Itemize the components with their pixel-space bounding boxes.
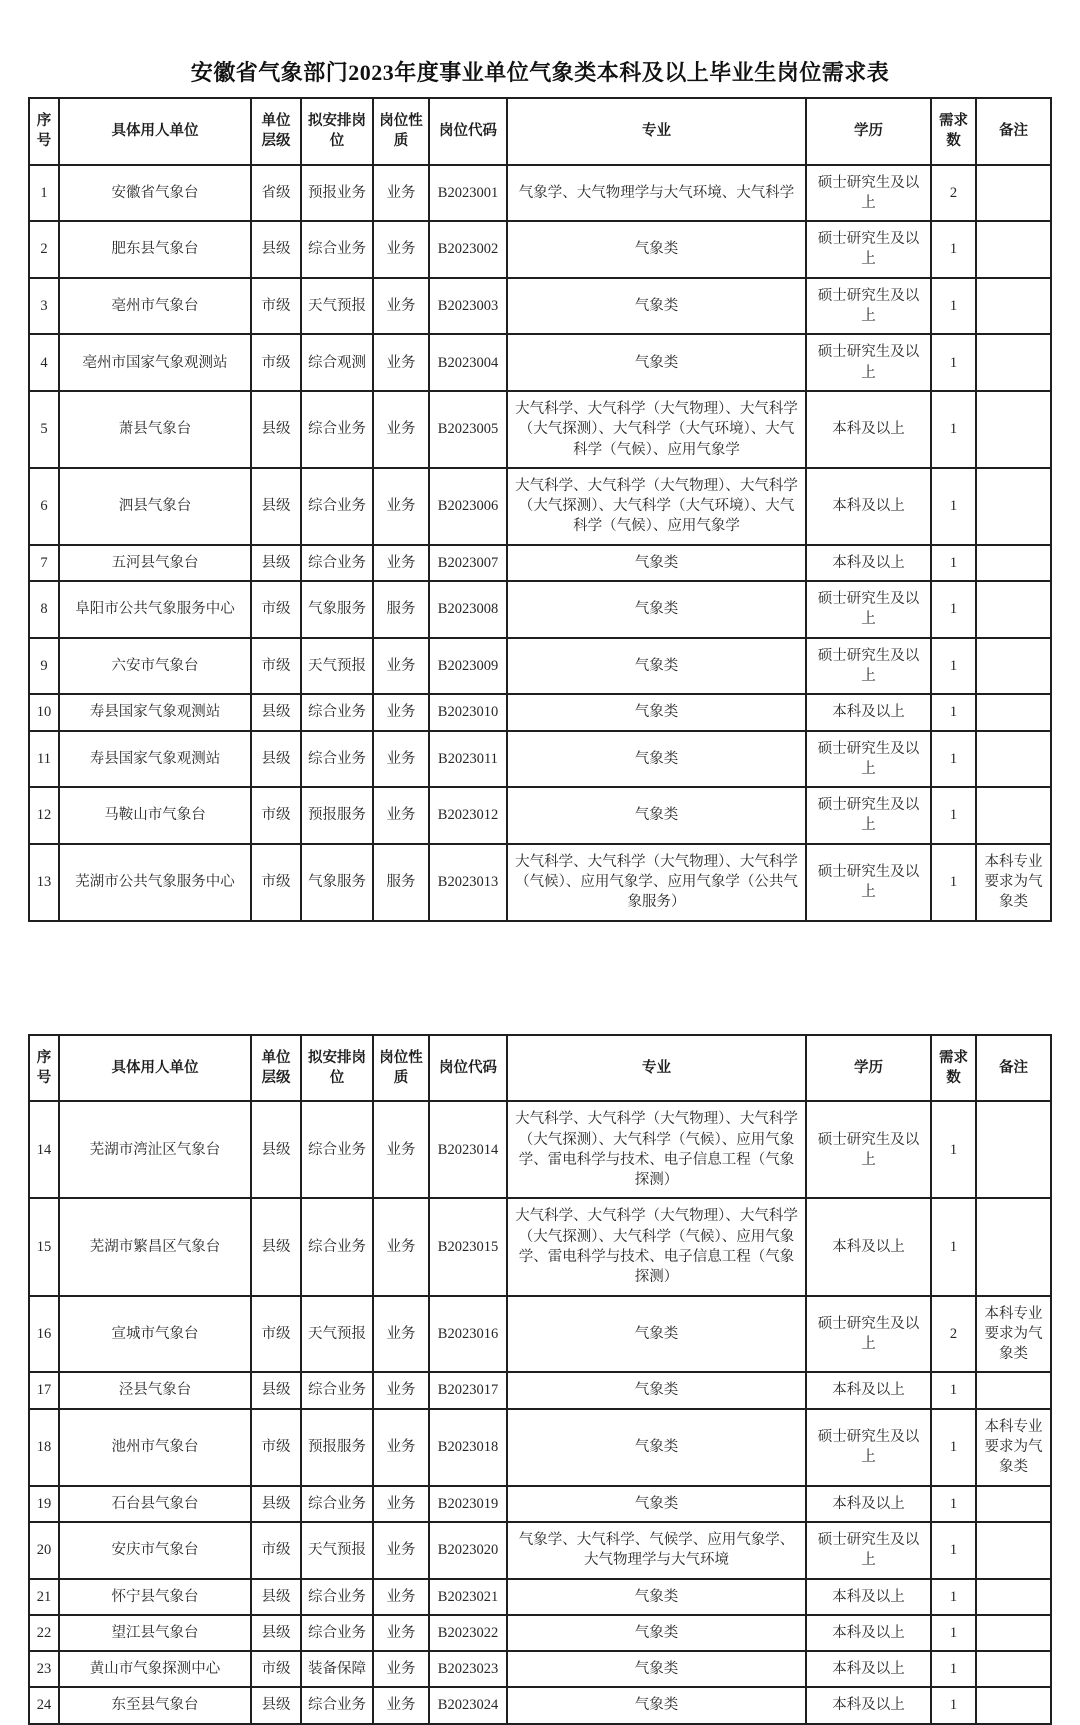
cell-demand-count: 1 [931, 1486, 976, 1522]
table-row [29, 221, 1051, 278]
cell-education: 本科及以上 [806, 694, 931, 730]
cell-education: 本科及以上 [806, 391, 931, 468]
cell-seq: 14 [29, 1101, 59, 1198]
cell-major: 大气科学、大气科学（大气物理）、大气科学（气候）、应用气象学、应用气象学（公共气象服务） [507, 844, 806, 921]
cell-seq: 10 [29, 694, 59, 730]
cell-seq: 16 [29, 1296, 59, 1373]
cell-position-type: 业务 [373, 165, 429, 222]
cell-remarks [976, 334, 1051, 391]
cell-position-code: B2023017 [429, 1372, 507, 1408]
cell-education: 本科及以上 [806, 1687, 931, 1723]
cell-employer: 芜湖市湾沚区气象台 [59, 1101, 251, 1198]
cell-employer: 安庆市气象台 [59, 1522, 251, 1579]
cell-education: 硕士研究生及以上 [806, 165, 931, 222]
cell-remarks [976, 1198, 1051, 1295]
cell-remarks [976, 221, 1051, 278]
cell-position: 综合业务 [301, 694, 373, 730]
cell-position-code: B2023007 [429, 545, 507, 581]
cell-education: 本科及以上 [806, 1579, 931, 1615]
cell-seq: 24 [29, 1687, 59, 1723]
cell-position-code: B2023019 [429, 1486, 507, 1522]
cell-major: 气象类 [507, 545, 806, 581]
table-row [29, 1579, 1051, 1615]
cell-employer: 泾县气象台 [59, 1372, 251, 1408]
cell-demand-count: 1 [931, 787, 976, 844]
cell-unit-level: 市级 [251, 787, 301, 844]
cell-employer: 石台县气象台 [59, 1486, 251, 1522]
table-row [29, 278, 1051, 335]
cell-position-type: 业务 [373, 468, 429, 545]
cell-position-type: 业务 [373, 1687, 429, 1723]
cell-remarks [976, 694, 1051, 730]
cell-remarks [976, 581, 1051, 638]
cell-position: 综合业务 [301, 731, 373, 788]
cell-education: 硕士研究生及以上 [806, 787, 931, 844]
cell-demand-count: 1 [931, 1198, 976, 1295]
cell-position-type: 业务 [373, 1101, 429, 1198]
cell-major: 气象类 [507, 1687, 806, 1723]
cell-position-code: B2023022 [429, 1615, 507, 1651]
table-row [29, 1486, 1051, 1522]
table-row [29, 1296, 1051, 1373]
cell-demand-count: 1 [931, 1101, 976, 1198]
cell-employer: 马鞍山市气象台 [59, 787, 251, 844]
cell-position-code: B2023018 [429, 1409, 507, 1486]
cell-major: 大气科学、大气科学（大气物理）、大气科学（大气探测）、大气科学（大气环境）、大气科学（气候）、应用气象学 [507, 391, 806, 468]
cell-seq: 15 [29, 1198, 59, 1295]
cell-unit-level: 县级 [251, 1615, 301, 1651]
cell-position-code: B2023001 [429, 165, 507, 222]
cell-remarks [976, 638, 1051, 695]
cell-remarks [976, 468, 1051, 545]
cell-remarks: 本科专业要求为气象类 [976, 1296, 1051, 1373]
cell-education: 硕士研究生及以上 [806, 581, 931, 638]
cell-unit-level: 县级 [251, 1198, 301, 1295]
cell-major: 大气科学、大气科学（大气物理）、大气科学（大气探测）、大气科学（气候）、应用气象学、雷电科学与技术、电子信息工程（气象探测） [507, 1101, 806, 1198]
cell-unit-level: 县级 [251, 221, 301, 278]
cell-position: 综合业务 [301, 1372, 373, 1408]
cell-education: 硕士研究生及以上 [806, 1522, 931, 1579]
cell-employer: 芜湖市公共气象服务中心 [59, 844, 251, 921]
table-row [29, 468, 1051, 545]
cell-position: 天气预报 [301, 1296, 373, 1373]
col-header-remarks: 备注 [976, 98, 1051, 165]
cell-unit-level: 市级 [251, 334, 301, 391]
cell-demand-count: 2 [931, 165, 976, 222]
cell-unit-level: 县级 [251, 391, 301, 468]
cell-position-code: B2023016 [429, 1296, 507, 1373]
cell-seq: 20 [29, 1522, 59, 1579]
table-row [29, 1198, 1051, 1295]
table-row [29, 844, 1051, 921]
cell-demand-count: 1 [931, 468, 976, 545]
cell-major: 气象学、大气物理学与大气环境、大气科学 [507, 165, 806, 222]
cell-major: 大气科学、大气科学（大气物理）、大气科学（大气探测）、大气科学（气候）、应用气象学、雷电科学与技术、电子信息工程（气象探测） [507, 1198, 806, 1295]
cell-employer: 亳州市国家气象观测站 [59, 334, 251, 391]
cell-employer: 萧县气象台 [59, 391, 251, 468]
cell-position-code: B2023002 [429, 221, 507, 278]
cell-demand-count: 1 [931, 694, 976, 730]
cell-seq: 17 [29, 1372, 59, 1408]
cell-major: 气象类 [507, 1409, 806, 1486]
cell-education: 硕士研究生及以上 [806, 221, 931, 278]
cell-education: 硕士研究生及以上 [806, 1409, 931, 1486]
table-row [29, 694, 1051, 730]
cell-position-type: 业务 [373, 1579, 429, 1615]
table-row [29, 581, 1051, 638]
cell-seq: 4 [29, 334, 59, 391]
cell-education: 硕士研究生及以上 [806, 638, 931, 695]
cell-demand-count: 1 [931, 731, 976, 788]
col-header-education: 学历 [806, 98, 931, 165]
cell-unit-level: 县级 [251, 1579, 301, 1615]
cell-position-type: 业务 [373, 1372, 429, 1408]
cell-employer: 阜阳市公共气象服务中心 [59, 581, 251, 638]
cell-position: 天气预报 [301, 638, 373, 695]
col-header-education: 学历 [806, 1035, 931, 1102]
cell-major: 气象类 [507, 1372, 806, 1408]
cell-employer: 望江县气象台 [59, 1615, 251, 1651]
col-header-demand-count: 需求数 [931, 1035, 976, 1102]
table-row [29, 1409, 1051, 1486]
document-page [0, 56, 1080, 1714]
col-header-seq: 序号 [29, 98, 59, 165]
cell-major: 气象类 [507, 731, 806, 788]
table-row [29, 545, 1051, 581]
col-header-position-code: 岗位代码 [429, 98, 507, 165]
cell-education: 硕士研究生及以上 [806, 731, 931, 788]
col-header-employer: 具体用人单位 [59, 1035, 251, 1102]
cell-position: 气象服务 [301, 844, 373, 921]
cell-position-type: 业务 [373, 545, 429, 581]
cell-demand-count: 1 [931, 638, 976, 695]
cell-education: 硕士研究生及以上 [806, 1101, 931, 1198]
cell-position: 综合业务 [301, 221, 373, 278]
table-row [29, 1651, 1051, 1687]
cell-education: 本科及以上 [806, 1198, 931, 1295]
cell-major: 气象类 [507, 638, 806, 695]
table-header-row [29, 98, 1051, 165]
cell-employer: 肥东县气象台 [59, 221, 251, 278]
cell-major: 大气科学、大气科学（大气物理）、大气科学（大气探测）、大气科学（大气环境）、大气科学（气候）、应用气象学 [507, 468, 806, 545]
cell-position-code: B2023005 [429, 391, 507, 468]
cell-remarks [976, 731, 1051, 788]
cell-remarks [976, 1651, 1051, 1687]
cell-remarks [976, 1522, 1051, 1579]
table-row [29, 731, 1051, 788]
cell-position-code: B2023010 [429, 694, 507, 730]
cell-seq: 18 [29, 1409, 59, 1486]
job-demand-table-2 [28, 1034, 1052, 1725]
job-demand-table-1 [28, 97, 1052, 922]
table-row [29, 638, 1051, 695]
cell-major: 气象类 [507, 1579, 806, 1615]
cell-unit-level: 市级 [251, 638, 301, 695]
cell-position-code: B2023004 [429, 334, 507, 391]
cell-position-type: 服务 [373, 844, 429, 921]
cell-position-code: B2023020 [429, 1522, 507, 1579]
cell-education: 本科及以上 [806, 545, 931, 581]
cell-position: 综合观测 [301, 334, 373, 391]
cell-position-type: 服务 [373, 581, 429, 638]
cell-employer: 亳州市气象台 [59, 278, 251, 335]
cell-position: 综合业务 [301, 1486, 373, 1522]
table-row [29, 1615, 1051, 1651]
col-header-unit-level: 单位层级 [251, 98, 301, 165]
cell-position-code: B2023009 [429, 638, 507, 695]
cell-employer: 寿县国家气象观测站 [59, 694, 251, 730]
cell-position-code: B2023023 [429, 1651, 507, 1687]
col-header-employer: 具体用人单位 [59, 98, 251, 165]
cell-demand-count: 1 [931, 1615, 976, 1651]
cell-major: 气象类 [507, 278, 806, 335]
cell-position-type: 业务 [373, 694, 429, 730]
cell-demand-count: 1 [931, 581, 976, 638]
cell-unit-level: 县级 [251, 1101, 301, 1198]
cell-education: 硕士研究生及以上 [806, 334, 931, 391]
cell-remarks: 本科专业要求为气象类 [976, 1409, 1051, 1486]
cell-position-code: B2023006 [429, 468, 507, 545]
cell-position: 综合业务 [301, 1101, 373, 1198]
cell-unit-level: 市级 [251, 1522, 301, 1579]
table-row [29, 165, 1051, 222]
cell-seq: 6 [29, 468, 59, 545]
cell-employer: 芜湖市繁昌区气象台 [59, 1198, 251, 1295]
cell-seq: 13 [29, 844, 59, 921]
cell-unit-level: 县级 [251, 1372, 301, 1408]
cell-position: 综合业务 [301, 1687, 373, 1723]
table-row [29, 334, 1051, 391]
cell-remarks [976, 1372, 1051, 1408]
cell-remarks [976, 278, 1051, 335]
cell-position-type: 业务 [373, 334, 429, 391]
cell-employer: 六安市气象台 [59, 638, 251, 695]
cell-major: 气象类 [507, 1651, 806, 1687]
cell-position-code: B2023008 [429, 581, 507, 638]
table-row [29, 1101, 1051, 1198]
cell-position: 综合业务 [301, 1579, 373, 1615]
table-row [29, 1687, 1051, 1723]
cell-seq: 3 [29, 278, 59, 335]
cell-position-code: B2023013 [429, 844, 507, 921]
cell-position: 装备保障 [301, 1651, 373, 1687]
cell-employer: 怀宁县气象台 [59, 1579, 251, 1615]
cell-position-type: 业务 [373, 1615, 429, 1651]
cell-employer: 宣城市气象台 [59, 1296, 251, 1373]
cell-seq: 5 [29, 391, 59, 468]
cell-position-code: B2023012 [429, 787, 507, 844]
cell-position-type: 业务 [373, 1296, 429, 1373]
cell-position-code: B2023011 [429, 731, 507, 788]
cell-unit-level: 市级 [251, 581, 301, 638]
cell-position-type: 业务 [373, 731, 429, 788]
cell-position-code: B2023021 [429, 1579, 507, 1615]
cell-employer: 黄山市气象探测中心 [59, 1651, 251, 1687]
cell-seq: 23 [29, 1651, 59, 1687]
cell-position-type: 业务 [373, 787, 429, 844]
cell-seq: 22 [29, 1615, 59, 1651]
cell-remarks [976, 787, 1051, 844]
cell-position: 综合业务 [301, 468, 373, 545]
cell-demand-count: 1 [931, 844, 976, 921]
cell-major: 气象类 [507, 334, 806, 391]
col-header-major: 专业 [507, 98, 806, 165]
cell-unit-level: 县级 [251, 694, 301, 730]
col-header-remarks: 备注 [976, 1035, 1051, 1102]
cell-education: 本科及以上 [806, 1651, 931, 1687]
cell-position-type: 业务 [373, 1486, 429, 1522]
cell-demand-count: 1 [931, 278, 976, 335]
cell-education: 硕士研究生及以上 [806, 278, 931, 335]
cell-position: 预报业务 [301, 165, 373, 222]
cell-major: 气象类 [507, 787, 806, 844]
cell-unit-level: 县级 [251, 1687, 301, 1723]
table-row [29, 391, 1051, 468]
col-header-demand-count: 需求数 [931, 98, 976, 165]
col-header-position-code: 岗位代码 [429, 1035, 507, 1102]
cell-major: 气象类 [507, 1486, 806, 1522]
cell-position: 天气预报 [301, 278, 373, 335]
cell-remarks: 本科专业要求为气象类 [976, 844, 1051, 921]
cell-major: 气象类 [507, 581, 806, 638]
cell-demand-count: 1 [931, 221, 976, 278]
cell-education: 本科及以上 [806, 1372, 931, 1408]
cell-demand-count: 1 [931, 1579, 976, 1615]
cell-demand-count: 1 [931, 334, 976, 391]
col-header-seq: 序号 [29, 1035, 59, 1102]
col-header-major: 专业 [507, 1035, 806, 1102]
cell-employer: 池州市气象台 [59, 1409, 251, 1486]
cell-seq: 7 [29, 545, 59, 581]
cell-demand-count: 1 [931, 1372, 976, 1408]
cell-employer: 寿县国家气象观测站 [59, 731, 251, 788]
cell-employer: 五河县气象台 [59, 545, 251, 581]
cell-seq: 11 [29, 731, 59, 788]
cell-major: 气象类 [507, 1615, 806, 1651]
cell-position: 预报服务 [301, 787, 373, 844]
table-row [29, 1372, 1051, 1408]
cell-major: 气象类 [507, 1296, 806, 1373]
cell-unit-level: 市级 [251, 1409, 301, 1486]
cell-unit-level: 市级 [251, 844, 301, 921]
cell-education: 硕士研究生及以上 [806, 844, 931, 921]
cell-unit-level: 省级 [251, 165, 301, 222]
cell-remarks [976, 1687, 1051, 1723]
cell-position: 综合业务 [301, 391, 373, 468]
cell-remarks [976, 545, 1051, 581]
cell-major: 气象类 [507, 221, 806, 278]
cell-employer: 泗县气象台 [59, 468, 251, 545]
cell-major: 气象学、大气科学、气候学、应用气象学、大气物理学与大气环境 [507, 1522, 806, 1579]
cell-seq: 1 [29, 165, 59, 222]
cell-demand-count: 1 [931, 1651, 976, 1687]
cell-remarks [976, 1101, 1051, 1198]
cell-position-code: B2023015 [429, 1198, 507, 1295]
cell-unit-level: 县级 [251, 545, 301, 581]
col-header-position-type: 岗位性质 [373, 1035, 429, 1102]
cell-seq: 12 [29, 787, 59, 844]
cell-position: 天气预报 [301, 1522, 373, 1579]
cell-employer: 东至县气象台 [59, 1687, 251, 1723]
cell-position: 综合业务 [301, 1615, 373, 1651]
cell-unit-level: 县级 [251, 1486, 301, 1522]
cell-position-type: 业务 [373, 391, 429, 468]
cell-unit-level: 市级 [251, 278, 301, 335]
cell-position-type: 业务 [373, 1522, 429, 1579]
col-header-position: 拟安排岗位 [301, 1035, 373, 1102]
cell-position-type: 业务 [373, 278, 429, 335]
cell-major: 气象类 [507, 694, 806, 730]
table-header-row [29, 1035, 1051, 1102]
cell-unit-level: 县级 [251, 468, 301, 545]
col-header-position: 拟安排岗位 [301, 98, 373, 165]
cell-demand-count: 1 [931, 545, 976, 581]
cell-demand-count: 1 [931, 1409, 976, 1486]
cell-remarks [976, 1615, 1051, 1651]
col-header-unit-level: 单位层级 [251, 1035, 301, 1102]
cell-position: 气象服务 [301, 581, 373, 638]
cell-position-type: 业务 [373, 638, 429, 695]
cell-demand-count: 1 [931, 1522, 976, 1579]
cell-remarks [976, 165, 1051, 222]
cell-position-code: B2023014 [429, 1101, 507, 1198]
cell-demand-count: 2 [931, 1296, 976, 1373]
cell-seq: 9 [29, 638, 59, 695]
cell-education: 本科及以上 [806, 1615, 931, 1651]
cell-seq: 8 [29, 581, 59, 638]
cell-seq: 2 [29, 221, 59, 278]
cell-position-type: 业务 [373, 1651, 429, 1687]
cell-demand-count: 1 [931, 1687, 976, 1723]
cell-employer: 安徽省气象台 [59, 165, 251, 222]
cell-education: 本科及以上 [806, 1486, 931, 1522]
col-header-position-type: 岗位性质 [373, 98, 429, 165]
cell-unit-level: 市级 [251, 1651, 301, 1687]
cell-seq: 21 [29, 1579, 59, 1615]
cell-education: 本科及以上 [806, 468, 931, 545]
cell-seq: 19 [29, 1486, 59, 1522]
cell-position: 综合业务 [301, 545, 373, 581]
cell-education: 硕士研究生及以上 [806, 1296, 931, 1373]
table-row [29, 787, 1051, 844]
cell-position-code: B2023003 [429, 278, 507, 335]
cell-position: 综合业务 [301, 1198, 373, 1295]
cell-position-type: 业务 [373, 221, 429, 278]
cell-position-code: B2023024 [429, 1687, 507, 1723]
cell-unit-level: 县级 [251, 731, 301, 788]
cell-remarks [976, 391, 1051, 468]
cell-demand-count: 1 [931, 391, 976, 468]
cell-position: 预报服务 [301, 1409, 373, 1486]
cell-remarks [976, 1579, 1051, 1615]
cell-position-type: 业务 [373, 1198, 429, 1295]
table-row [29, 1522, 1051, 1579]
cell-position-type: 业务 [373, 1409, 429, 1486]
page-title: 安徽省气象部门2023年度事业单位气象类本科及以上毕业生岗位需求表 [190, 60, 890, 85]
cell-remarks [976, 1486, 1051, 1522]
cell-unit-level: 市级 [251, 1296, 301, 1373]
